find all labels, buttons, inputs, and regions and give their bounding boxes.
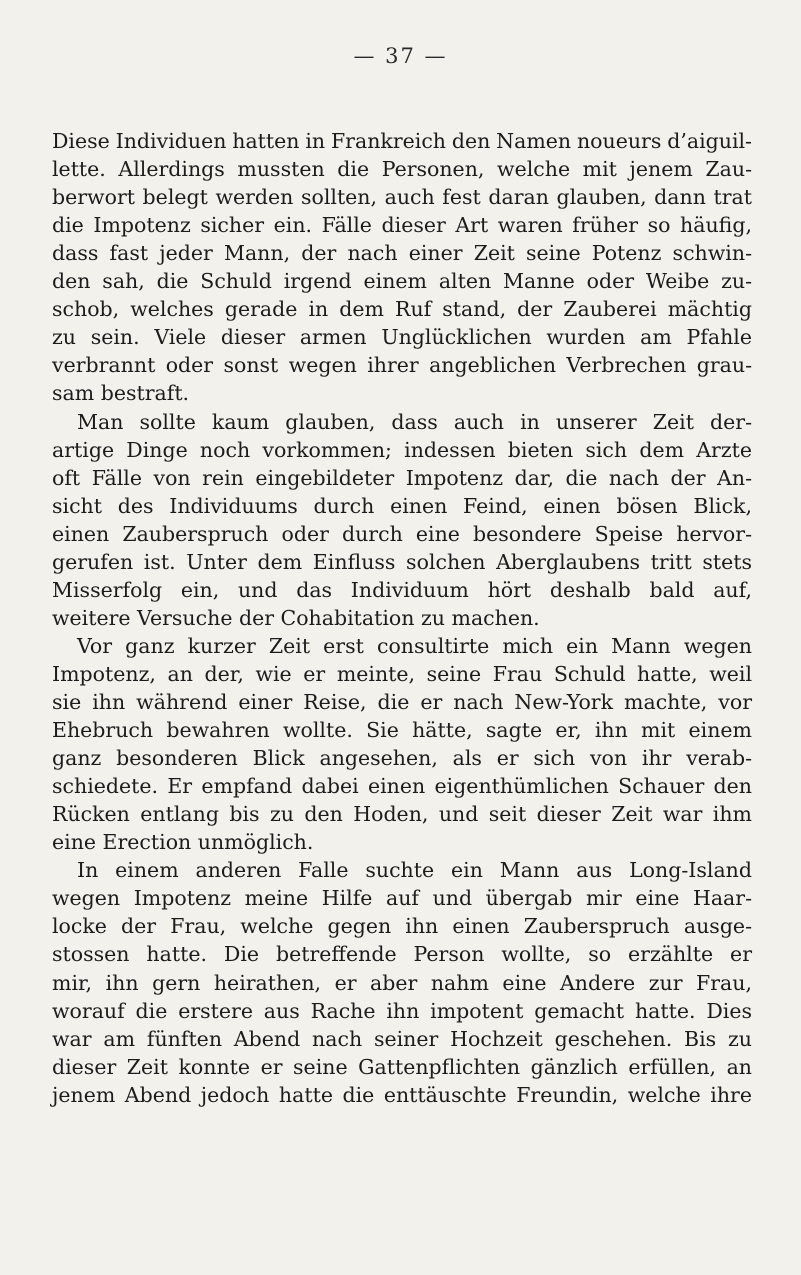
text-line: dass fast jeder Mann, der nach einer Zeit seine Potenz schwin- — [52, 241, 752, 266]
text-line: In einem anderen Falle suchte ein Mann aus Long-Island — [77, 858, 752, 883]
text-line: Impotenz, an der, wie er meinte, seine Frau Schuld hatte, weil — [52, 661, 752, 686]
page-number: — 37 — — [353, 44, 448, 68]
text-line: Misserfolg ein, und das Individuum hört deshalb bald auf, — [52, 577, 752, 602]
text-line: Vor ganz kurzer Zeit erst consultirte mich ein Mann wegen — [77, 633, 752, 658]
text-line: jenem Abend jedoch hatte die enttäuschte Freundin, welche ihre — [52, 1082, 752, 1107]
text-line: war am fünften Abend nach seiner Hochzeit geschehen. Bis zu — [52, 1026, 752, 1051]
text-line: weitere Versuche der Cohabitation zu machen. — [52, 605, 540, 630]
text-line: wegen Impotenz meine Hilfe auf und übergab mir eine Haar- — [52, 886, 752, 911]
text-line: ganz besonderen Blick angesehen, als er sich von ihr verab- — [52, 746, 752, 771]
text-line: den sah, die Schuld irgend einem alten Manne oder Weibe zu- — [52, 269, 752, 294]
text-line: gerufen ist. Unter dem Einfluss solchen Aberglaubens tritt stets — [52, 549, 752, 574]
text-line: sie ihn während einer Reise, die er nach New-York machte, vor — [52, 690, 752, 714]
text-line: mir, ihn gern heirathen, er aber nahm eine Andere zur Frau, — [52, 970, 752, 995]
text-line: Rücken entlang bis zu den Hoden, und seit dieser Zeit war ihm — [52, 802, 752, 827]
text-line: zu sein. Viele dieser armen Unglücklichen wurden am Pfahle — [52, 325, 752, 350]
text-line: artige Dinge noch vorkommen; indessen bieten sich dem Arzte — [52, 437, 752, 462]
text-line: stossen hatte. Die betreffende Person wollte, so erzählte er — [52, 942, 752, 967]
text-line: oft Fälle von rein eingebildeter Impotenz dar, die nach der An- — [52, 465, 752, 490]
text-line: eine Erection unmöglich. — [52, 830, 314, 855]
text-line: worauf die erstere aus Rache ihn impotent gemacht hatte. Dies — [52, 998, 752, 1023]
text-line: dieser Zeit konnte er seine Gattenpflichten gänzlich erfüllen, an — [52, 1054, 752, 1079]
text-line: sam bestraft. — [52, 381, 190, 406]
text-line: Ehebruch bewahren wollte. Sie hätte, sagte er, ihn mit einem — [52, 718, 752, 743]
text-line: berwort belegt werden sollten, auch fest daran glauben, dann trat — [52, 185, 752, 210]
text-line: schiedete. Er empfand dabei einen eigenthümlichen Schauer den — [52, 774, 752, 799]
text-line: Diese Individuen hatten in Frankreich den Namen noueurs d’aiguil- — [52, 129, 752, 153]
text-line: einen Zauberspruch oder durch eine besondere Speise hervor- — [52, 521, 752, 546]
text-line: schob, welches gerade in dem Ruf stand, der Zauberei mächtig — [52, 297, 752, 322]
text-line: sicht des Individuums durch einen Feind, einen bösen Blick, — [52, 493, 752, 518]
text-line: verbrannt oder sonst wegen ihrer angeblichen Verbrechen grau- — [52, 353, 752, 378]
text-line: Man sollte kaum glauben, dass auch in unserer Zeit der- — [77, 409, 752, 434]
text-line: locke der Frau, welche gegen ihn einen Zauberspruch ausge- — [52, 914, 752, 939]
text-line: die Impotenz sicher ein. Fälle dieser Art waren früher so häufig, — [52, 213, 752, 238]
text-line: lette. Allerdings mussten die Personen, welche mit jenem Zau- — [52, 157, 752, 182]
